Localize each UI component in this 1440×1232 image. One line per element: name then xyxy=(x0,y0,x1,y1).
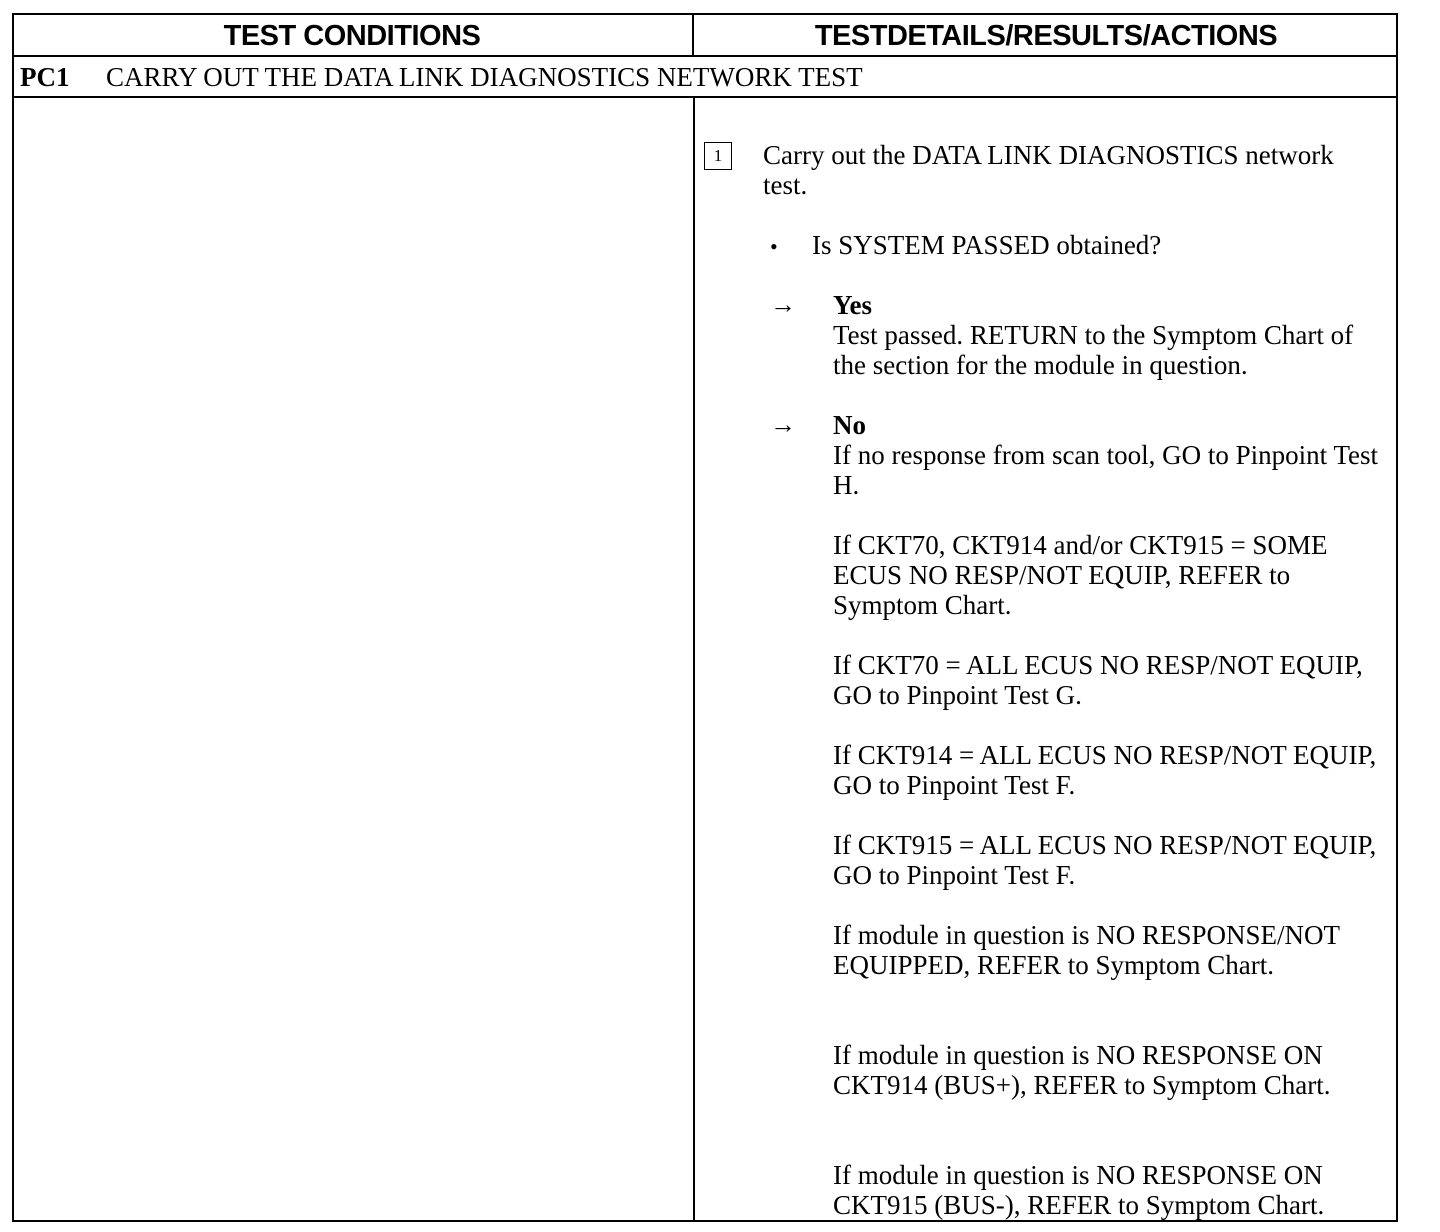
no-item: If module in question is NO RESPONSE/NOT EQUIPPED, REFER to Symptom Chart. xyxy=(833,920,1340,980)
no-item: If CKT915 = ALL ECUS NO RESP/NOT EQUIP, GO to Pinpoint Test F. xyxy=(833,830,1377,890)
no-item: If CKT70 = ALL ECUS NO RESP/NOT EQUIP, GO to Pinpoint Test G. xyxy=(833,650,1363,710)
no-item: If no response from scan tool, GO to Pinpoint Test H. xyxy=(833,440,1379,500)
section-rule xyxy=(12,96,1398,98)
no-item: If CKT70, CKT914 and/or CKT915 = SOME ECUS NO RESP/NOT EQUIP, REFER to Symptom Chart. xyxy=(833,530,1328,620)
section-id: PC1 xyxy=(20,62,70,92)
header-rule xyxy=(12,55,1398,57)
no-item: If module in question is NO RESPONSE ON CKT914 (BUS+), REFER to Symptom Chart. xyxy=(833,1040,1331,1100)
yes-label: Yes xyxy=(833,290,872,320)
header-test-details: TESTDETAILS/RESULTS/ACTIONS xyxy=(814,20,1278,52)
bullet-icon: • xyxy=(770,234,778,259)
arrow-right-icon: → xyxy=(770,290,796,319)
column-divider-body xyxy=(693,97,695,1222)
no-item: If CKT914 = ALL ECUS NO RESP/NOT EQUIP, GO to Pinpoint Test F. xyxy=(833,740,1377,800)
no-item: If module in question is NO RESPONSE ON CKT915 (BUS-), REFER to Symptom Chart. xyxy=(833,1160,1325,1220)
step-text: Carry out the DATA LINK DIAGNOSTICS network test. xyxy=(763,140,1334,200)
section-row xyxy=(20,58,863,96)
step-number-box: 1 xyxy=(704,142,732,170)
step-question: Is SYSTEM PASSED obtained? xyxy=(812,230,1162,260)
yes-text: Test passed. RETURN to the Symptom Chart of the section for the module in question. xyxy=(833,320,1354,380)
arrow-right-icon: → xyxy=(770,410,796,439)
section-title: CARRY OUT THE DATA LINK DIAGNOSTICS NETWORK TEST xyxy=(106,62,863,92)
no-label: No xyxy=(833,410,866,440)
header-test-conditions: TEST CONDITIONS xyxy=(223,20,481,52)
